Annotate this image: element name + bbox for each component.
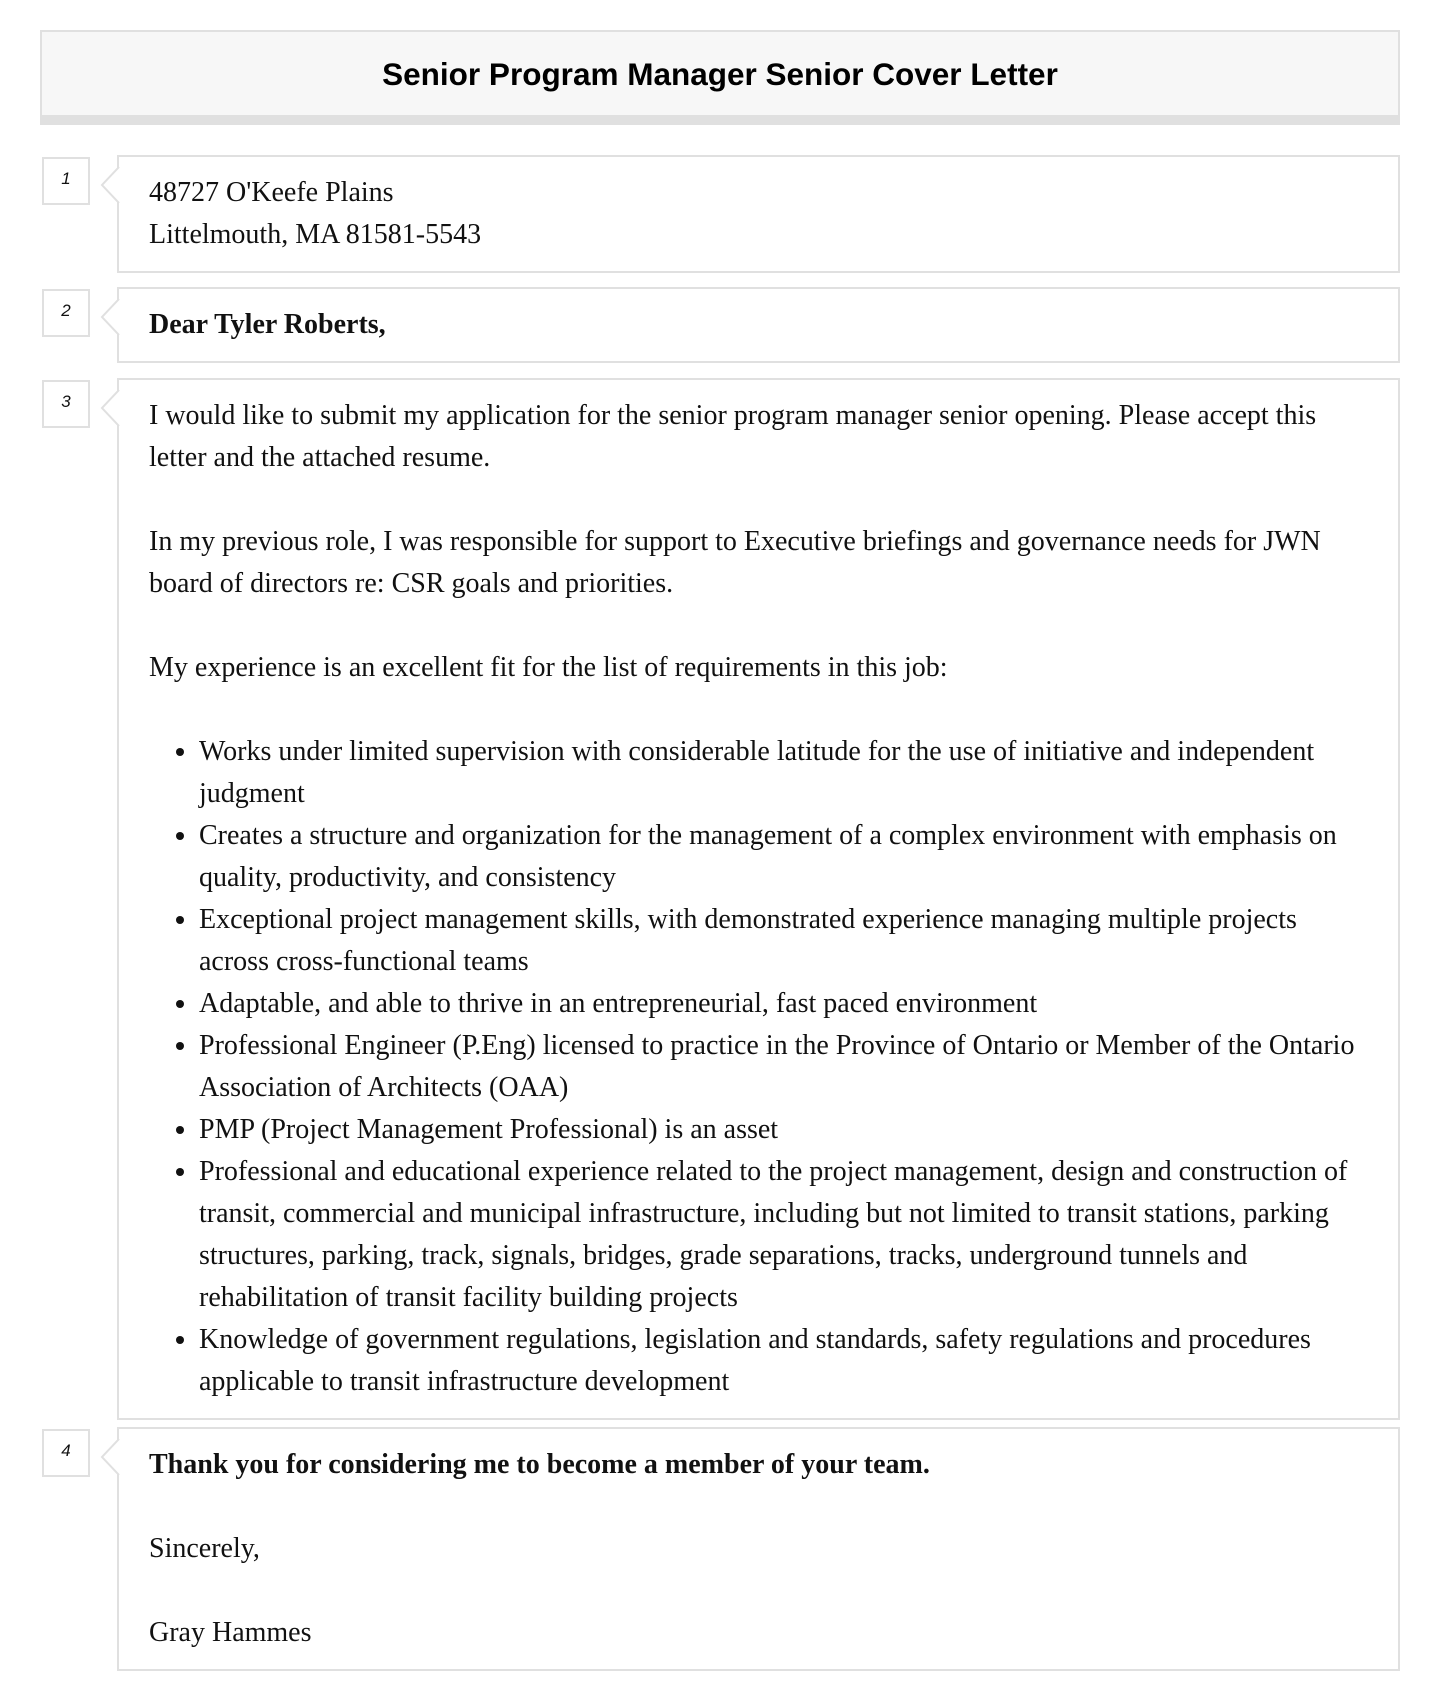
- address-line-2: Littelmouth, MA 81581-5543: [149, 219, 482, 250]
- closing-section: [117, 1427, 1400, 1671]
- greeting: Dear Tyler Roberts,: [149, 309, 386, 340]
- intro-paragraph: I would like to submit my application for the senior program manager senior opening. Please accept this letter and the attached resume.: [149, 400, 1317, 473]
- signoff: Sincerely,: [149, 1533, 260, 1564]
- requirement-item: • Professional Engineer (P.Eng) licensed to practice in the Province of Ontario or Member of the Ontario Association of Architects (OAA): [199, 1025, 1368, 1109]
- requirement-item: • PMP (Project Management Professional) is an asset: [199, 1109, 1368, 1151]
- page-title: Senior Program Manager Senior Cover Letter: [382, 56, 1058, 92]
- section-number-badge: 4: [42, 1429, 90, 1477]
- closing-statement: Thank you for considering me to become a member of your team.: [149, 1449, 930, 1480]
- pointer-notch-icon: [100, 167, 120, 203]
- greeting-section: [117, 287, 1400, 363]
- address-section: [117, 155, 1400, 273]
- signature: Gray Hammes: [149, 1617, 312, 1648]
- requirements-intro: My experience is an excellent fit for the list of requirements in this job:: [149, 652, 948, 683]
- requirement-item: • Knowledge of government regulations, legislation and standards, safety regulations and procedures applicable to transit infrastructure development: [199, 1319, 1368, 1403]
- section-number-badge: 1: [42, 157, 90, 205]
- requirement-item: • Creates a structure and organization for the management of a complex environment with emphasis on quality, productivity, and consistency: [199, 815, 1368, 899]
- pointer-notch-icon: [100, 390, 120, 426]
- body-section: [117, 378, 1400, 1420]
- requirement-item: • Professional and educational experience related to the project management, design and construction of transit, commercial and municipal infrastructure, including but not limited to transit stations, parking structures, parking, track, signals, bridges, grade separations, tracks, underground tunnels and rehabilitation of transit facility building projects: [199, 1151, 1368, 1319]
- requirement-item: • Works under limited supervision with considerable latitude for the use of initiative and independent judgment: [199, 731, 1368, 815]
- requirement-item: • Adaptable, and able to thrive in an entrepreneurial, fast paced environment: [199, 983, 1368, 1025]
- section-number-badge: 2: [42, 289, 90, 337]
- document-header: [40, 30, 1400, 125]
- pointer-notch-icon: [100, 299, 120, 335]
- requirements-list: [149, 731, 1368, 1403]
- requirement-item: • Exceptional project management skills, with demonstrated experience managing multiple projects across cross-functional teams: [199, 899, 1368, 983]
- pointer-notch-icon: [100, 1439, 120, 1475]
- section-number-badge: 3: [42, 380, 90, 428]
- address-line-1: 48727 O'Keefe Plains: [149, 177, 394, 208]
- experience-paragraph: In my previous role, I was responsible for support to Executive briefings and governance needs for JWN board of directors re: CSR goals and priorities.: [149, 526, 1321, 599]
